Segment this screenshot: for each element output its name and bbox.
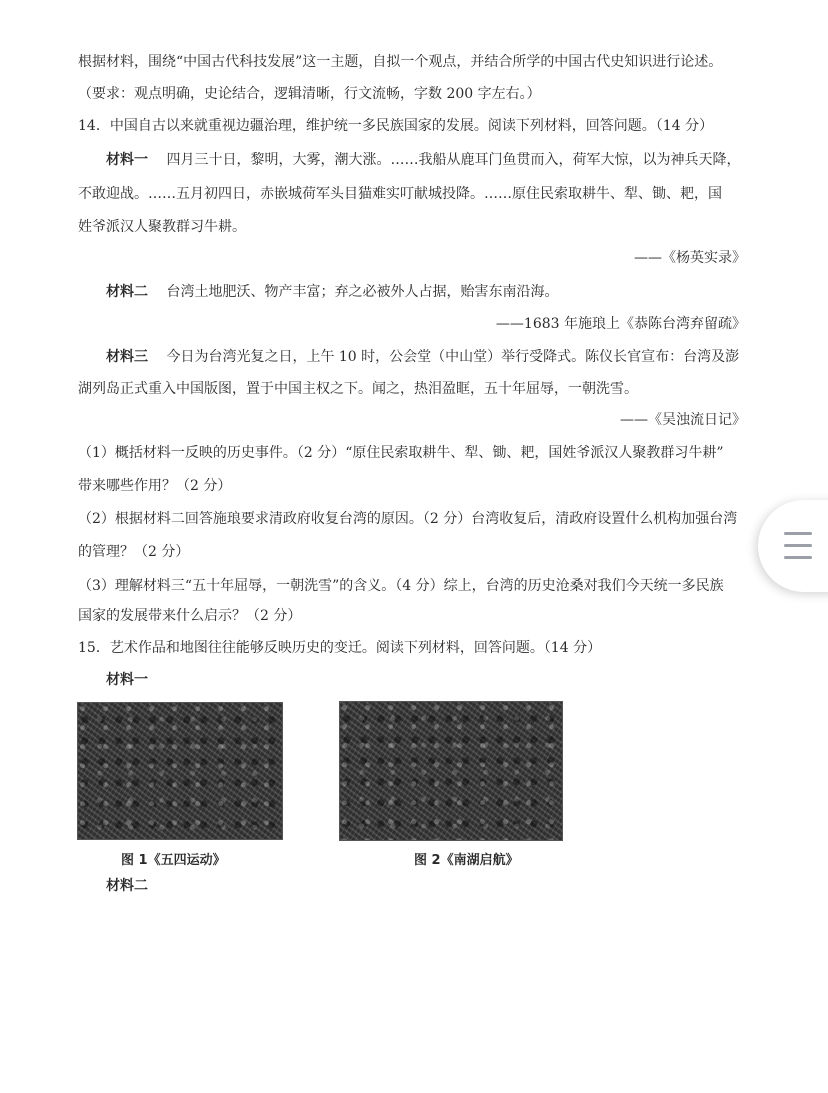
q14-sub3-line1: （3）理解材料三“五十年屈辱，一朝洗雪”的含义。（4 分）综上，台湾的历史沧桑对我们今天统一多民族	[78, 578, 724, 594]
q14-material3-first-line	[106, 347, 739, 367]
q14-material3-label: 材料三	[106, 349, 148, 365]
figure1-may-fourth-image	[77, 702, 283, 840]
q14-sub2-line1: （2）根据材料二回答施琅要求清政府收复台湾的原因。（2 分）台湾收复后，清政府设置什么机构加强台湾	[78, 511, 738, 527]
q14-material1-source: ——《杨英实录》	[634, 250, 746, 266]
q14-material3-source: ——《吴浊流日记》	[620, 412, 746, 428]
q14-material2-text: 台湾土地肥沃、物产丰富；弃之必被外人占据，贻害东南沿海。	[166, 284, 559, 300]
figure2-caption: 图 2《南湖启航》	[414, 853, 519, 868]
q14-material1-line2: 不敢迎战。……五月初四日，赤嵌城荷军头目猫难实叮献城投降。……原住民索取耕牛、犁、锄、耙，国	[78, 186, 722, 202]
q13-instruction: 根据材料，围绕“中国古代科技发展”这一主题，自拟一个观点，并结合所学的中国古代史知识进行论述。	[78, 54, 723, 70]
q14-material1-first-line	[106, 150, 740, 170]
q14-material2	[106, 282, 558, 302]
q15-material2-label: 材料二	[106, 878, 148, 894]
q14-material3-line2: 湖列岛正式重入中国版图，置于中国主权之下。闻之，热泪盈眶，五十年屈辱，一朝洗雪。	[78, 381, 638, 397]
floating-menu-button[interactable]	[758, 500, 828, 592]
figure2-nanhu-image	[339, 701, 563, 841]
q14-material2-label: 材料二	[106, 284, 148, 300]
q14-material1-label: 材料一	[106, 152, 148, 168]
q14-sub3-line2: 国家的发展带来什么启示？（2 分）	[78, 608, 302, 624]
q15-material1-label: 材料一	[106, 672, 148, 688]
q14-sub1-line1: （1）概括材料一反映的历史事件。（2 分）“原住民索取耕牛、犁、锄、耙，国姓爷派汉人聚教群习牛耕”	[78, 445, 724, 461]
q14-material1-text: 四月三十日，黎明，大雾，潮大涨。……我船从鹿耳门鱼贯而入，荷军大惊，以为神兵天降，	[166, 152, 741, 168]
q14-sub2-line2: 的管理？（2 分）	[78, 544, 190, 560]
figure1-caption: 图 1《五四运动》	[121, 853, 226, 868]
q14-material1-line3: 姓爷派汉人聚教群习牛耕。	[78, 219, 246, 235]
q13-requirements: （要求：观点明确，史论结合，逻辑清晰，行文流畅，字数 200 字左右。）	[78, 86, 541, 102]
q14-material3-text: 今日为台湾光复之日，上午 10 时，公会堂（中山堂）举行受降式。陈仪长官宣布：台湾及澎	[166, 349, 740, 365]
q14-sub1-line2: 带来哪些作用？（2 分）	[78, 478, 232, 494]
q15-stem: 15．艺术作品和地图往往能够反映历史的变迁。阅读下列材料，回答问题。（14 分）	[78, 640, 602, 656]
q14-stem: 14．中国自古以来就重视边疆治理，维护统一多民族国家的发展。阅读下列材料，回答问题。（14 分）	[78, 118, 714, 134]
q14-material2-source: ——1683 年施琅上《恭陈台湾弃留疏》	[495, 316, 746, 332]
